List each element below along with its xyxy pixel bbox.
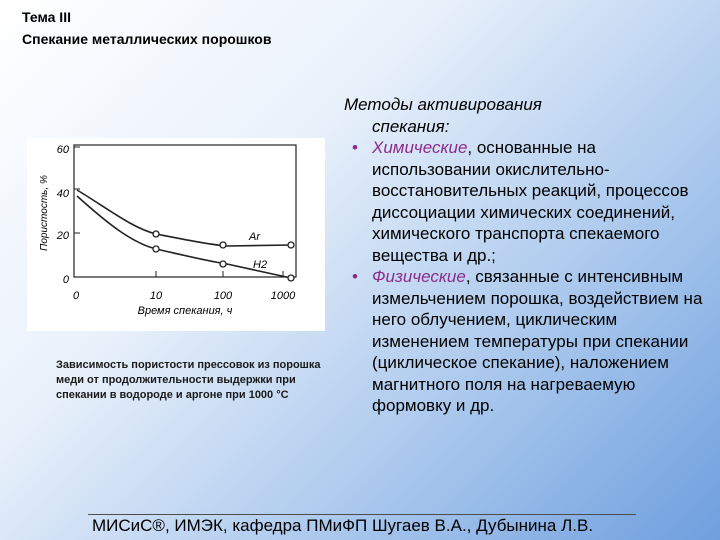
slide-title: Спекание металлических порошков <box>22 31 272 47</box>
topic-label: Тема III <box>22 9 71 25</box>
footer-divider <box>88 514 636 515</box>
x-axis-label: Время спекания, ч <box>137 305 233 317</box>
porosity-plot <box>27 138 325 331</box>
methods-title-line2-wrap <box>344 116 704 138</box>
y-tick-label: 40 <box>56 188 69 200</box>
method-item-chemical <box>344 137 704 266</box>
h2-data-point <box>153 246 159 252</box>
y-tick-label: 60 <box>56 144 69 156</box>
h2-data-point <box>220 261 226 267</box>
y-axis-label: Пористость, % <box>39 175 50 251</box>
method-kind: Химические <box>372 138 468 157</box>
ar-data-point <box>153 231 159 237</box>
x-tick-label: 100 <box>213 290 233 302</box>
slide-header <box>22 6 271 50</box>
figure-caption: Зависимость пористости прессовок из порошка меди от продолжительности выдержки при спекании в водороде и аргоне при 1000 °С <box>56 359 321 401</box>
bullet-icon: • <box>352 138 358 157</box>
method-description: , основанные на использовании окислительно-восстановительных реакций, процессов диссоциации химических соединений, химического транспорта спекаемого вещества и др.; <box>372 138 689 265</box>
methods-list <box>344 137 704 417</box>
methods-title-line1: Методы активирования <box>344 95 542 114</box>
method-kind: Физические <box>372 267 466 286</box>
methods-title-colon: : <box>444 116 450 136</box>
methods-section <box>344 94 704 417</box>
x-tick-label: 10 <box>149 290 163 302</box>
y-tick-label: 20 <box>56 230 69 242</box>
x-tick-label: 0 <box>72 290 80 302</box>
ar-data-point <box>220 242 226 248</box>
plot-frame <box>74 145 296 277</box>
method-item-physical <box>344 266 704 417</box>
h2-data-point <box>288 275 294 281</box>
bullet-icon: • <box>352 267 358 286</box>
x-tick-label: 1000 <box>270 290 296 302</box>
method-description: , связанные с интенсивным измельчением порошка, воздействием на него облучением, циклическим изменением температуры при спекании (циклическое спекание), наложением магнитного поля на нагреваемую формовку и др. <box>372 267 703 415</box>
ar-data-point <box>288 242 294 248</box>
porosity-figure <box>27 138 325 331</box>
methods-title-line2: спекания <box>372 116 445 136</box>
slide-footer: МИСиС®, ИМЭК, кафедра ПМиФП Шугаев В.А., Дубынина Л.В. <box>92 516 594 535</box>
ar-curve-label: Ar <box>249 231 260 243</box>
methods-title <box>344 94 704 137</box>
y-tick-label: 0 <box>62 274 69 286</box>
h2-curve-label: H2 <box>253 259 268 271</box>
